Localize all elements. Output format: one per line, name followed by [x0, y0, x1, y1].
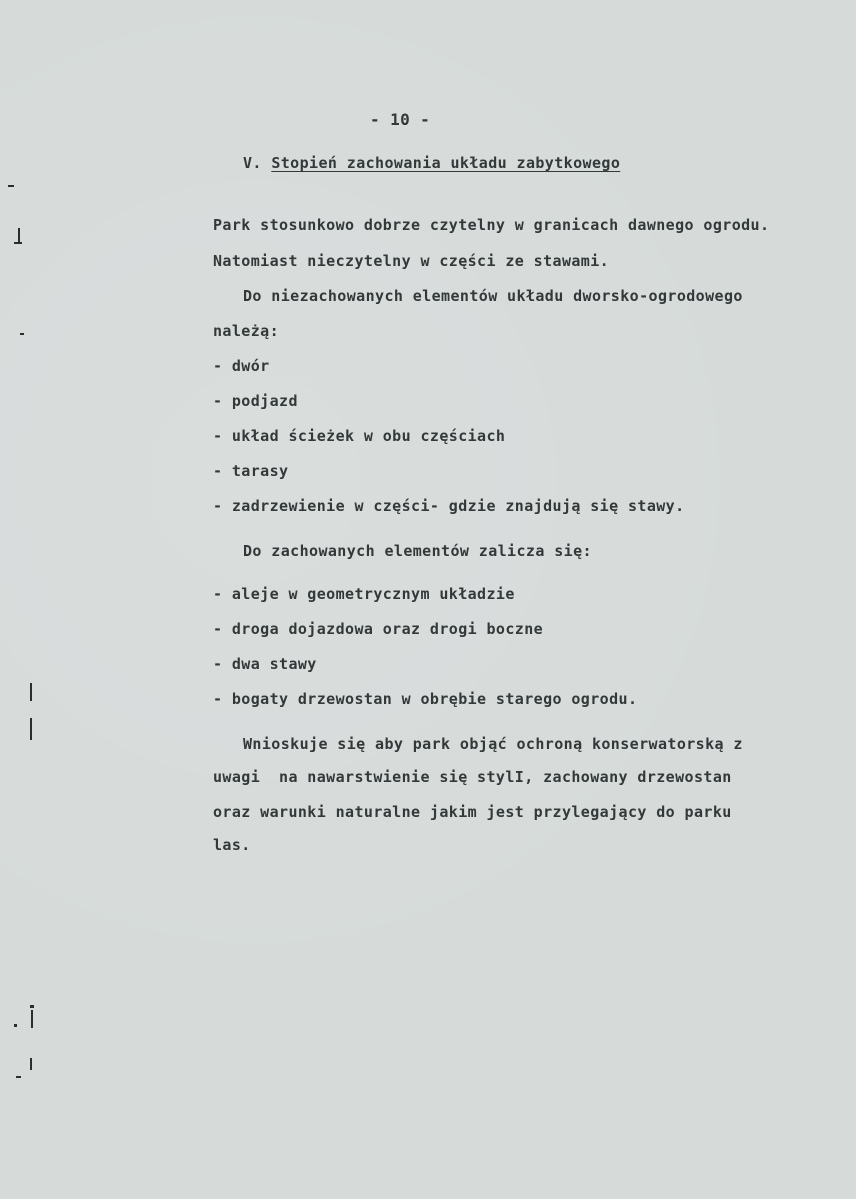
- kept-item: - bogaty drzewostan w obrębie starego ogrodu.: [213, 690, 638, 708]
- intro-line-1: Park stosunkowo dobrze czytelny w granicach dawnego ogrodu.: [213, 216, 770, 234]
- margin-mark: [18, 228, 20, 242]
- margin-mark: [30, 1005, 34, 1008]
- kept-intro: Do zachowanych elementów zalicza się:: [243, 542, 592, 560]
- lost-item: - układ ścieżek w obu częściach: [213, 427, 506, 445]
- margin-mark: [8, 185, 14, 187]
- margin-mark: [30, 718, 32, 740]
- section-number: V.: [243, 154, 262, 172]
- margin-mark: [16, 1076, 21, 1078]
- margin-mark: [31, 1010, 33, 1028]
- conclusion-line-2: uwagi na nawarstwienie się stylI, zachowany drzewostan: [213, 768, 732, 786]
- lost-item: - podjazd: [213, 392, 298, 410]
- lost-item: - tarasy: [213, 462, 289, 480]
- intro-line-2: Natomiast nieczytelny w części ze stawami.: [213, 252, 610, 270]
- margin-mark: [14, 242, 22, 244]
- lost-item: - zadrzewienie w części- gdzie znajdują się stawy.: [213, 497, 685, 515]
- kept-item: - aleje w geometrycznym układzie: [213, 585, 515, 603]
- section-title: Stopień zachowania układu zabytkowego: [271, 154, 621, 172]
- lost-item: - dwór: [213, 357, 270, 375]
- kept-item: - droga dojazdowa oraz drogi boczne: [213, 620, 544, 638]
- margin-mark: [14, 1024, 17, 1027]
- page-number: - 10 -: [370, 110, 431, 129]
- lost-intro-line-1: Do niezachowanych elementów układu dworsko-ogrodowego: [243, 287, 743, 305]
- margin-mark: [30, 1058, 32, 1070]
- lost-intro-line-2: należą:: [213, 322, 280, 340]
- conclusion-line-4: las.: [213, 836, 251, 854]
- margin-mark: [30, 683, 32, 701]
- conclusion-line-1: Wnioskuje się aby park objąć ochroną konserwatorską z: [243, 735, 743, 753]
- margin-mark: [20, 333, 24, 335]
- conclusion-line-3: oraz warunki naturalne jakim jest przylegający do parku: [213, 803, 732, 821]
- kept-item: - dwa stawy: [213, 655, 317, 673]
- section-heading: [243, 154, 620, 172]
